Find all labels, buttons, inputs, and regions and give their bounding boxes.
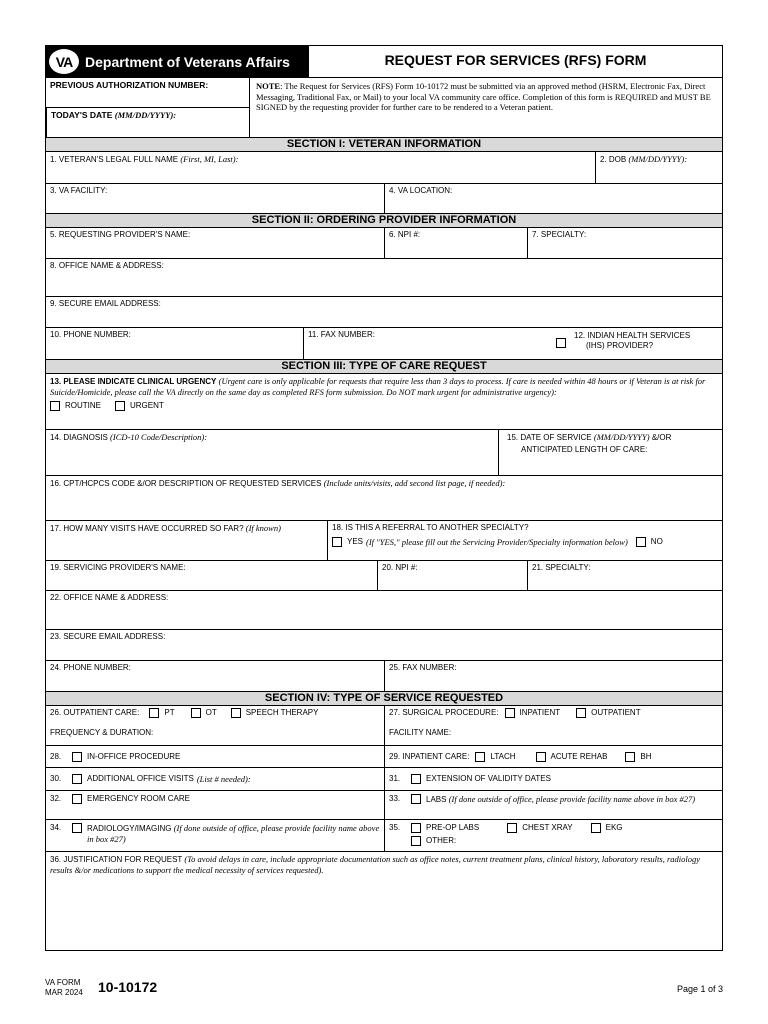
todays-date-format: (MM/DD/YYYY): — [114, 109, 177, 120]
radiology-label: RADIOLOGY/IMAGING — [87, 824, 172, 833]
servicing-specialty-field[interactable] — [527, 561, 722, 590]
section-3-heading: SECTION III: TYPE OF CARE REQUEST — [46, 359, 722, 373]
ot-label: OT — [205, 708, 217, 718]
extension-validity-field — [384, 768, 722, 790]
f28-number: 28. — [50, 751, 62, 761]
date-of-service-hint: (MM/DD/YYYY) — [593, 432, 650, 442]
va-form-label: VA FORM — [45, 978, 81, 987]
radiology-field — [46, 820, 384, 851]
npi-label: 6. NPI #: — [389, 230, 421, 239]
servicing-email-field[interactable] — [46, 630, 722, 660]
servicing-provider-field[interactable] — [46, 561, 377, 590]
va-location-label: 4. VA LOCATION: — [389, 186, 453, 195]
va-logo-bar — [46, 46, 308, 77]
additional-visits-hint: (List # needed): — [196, 773, 251, 784]
specialty-label: 7. SPECIALTY: — [532, 230, 587, 239]
chest-xray-checkbox[interactable] — [507, 823, 517, 833]
preop-labs-label: PRE-OP LABS — [426, 823, 480, 833]
f35-number: 35. — [389, 823, 401, 833]
section-1-heading: SECTION I: VETERAN INFORMATION — [46, 137, 722, 151]
f31-number: 31. — [389, 774, 401, 784]
rfs-form — [45, 45, 723, 951]
note-text: : The Request for Services (RFS) Form 10-10172 must be submitted via an approved method (HSRM, Electronic Fax, Direct Messaging, Traditional Fax, or Mail) to your local VA community care office. Completion of this form is REQUIRED and MUST BE SIGNED by the requesting provider for further care to be rendered to a Veteran patient. — [256, 81, 711, 113]
servicing-office-address-field[interactable] — [46, 591, 722, 629]
pt-checkbox[interactable] — [149, 708, 159, 718]
fax-field[interactable] — [303, 328, 552, 359]
office-address-label: 8. OFFICE NAME & ADDRESS: — [50, 261, 164, 270]
speech-therapy-label: SPEECH THERAPY — [245, 708, 319, 718]
other-label: OTHER: — [426, 836, 457, 846]
date-of-service-suffix: &/OR — [651, 433, 672, 442]
section-2-heading: SECTION II: ORDERING PROVIDER INFORMATION — [46, 213, 722, 227]
date-of-service-label: 15. DATE OF SERVICE — [507, 433, 592, 442]
inpatient-care-label: 29. INPATIENT CARE: — [389, 751, 470, 761]
f30-number: 30. — [50, 774, 62, 784]
additional-visits-label: ADDITIONAL OFFICE VISITS — [87, 774, 194, 784]
routine-checkbox[interactable] — [50, 401, 60, 411]
routine-label: ROUTINE — [65, 401, 101, 411]
office-address-field[interactable] — [46, 259, 722, 296]
surgical-inpatient-label: INPATIENT — [519, 708, 561, 718]
visits-so-far-field[interactable] — [46, 521, 327, 560]
referral-no-label: NO — [650, 536, 663, 546]
veteran-name-hint: (First, MI, Last): — [180, 154, 239, 164]
urgent-checkbox[interactable] — [115, 401, 125, 411]
ekg-label: EKG — [605, 823, 623, 833]
labs-checkbox[interactable] — [411, 794, 421, 804]
surgical-outpatient-label: OUTPATIENT — [591, 708, 641, 718]
other-checkbox[interactable] — [411, 836, 421, 846]
specialty-field[interactable] — [527, 228, 722, 258]
referral-yes-checkbox[interactable] — [332, 537, 342, 547]
referral-yes-label: YES — [347, 536, 364, 546]
referral-specialty-field — [327, 521, 722, 560]
emergency-room-label: EMERGENCY ROOM CARE — [87, 794, 190, 803]
ltach-label: LTACH — [490, 751, 516, 761]
note-box — [249, 78, 722, 137]
form-header — [46, 46, 722, 77]
preop-field — [384, 820, 722, 851]
in-office-procedure-checkbox[interactable] — [72, 752, 82, 762]
additional-visits-field — [46, 768, 384, 790]
section-4-heading: SECTION IV: TYPE OF SERVICE REQUESTED — [46, 691, 722, 705]
phone-field[interactable] — [46, 328, 303, 359]
requesting-provider-field[interactable] — [46, 228, 384, 258]
pt-label: PT — [164, 708, 175, 718]
additional-visits-checkbox[interactable] — [72, 774, 82, 784]
outpatient-care-label: 26. OUTPATIENT CARE: — [50, 708, 140, 718]
servicing-npi-label: 20. NPI #: — [382, 563, 418, 572]
diagnosis-label: 14. DIAGNOSIS — [50, 433, 108, 442]
radiology-hint: (If done outside of office, please provide facility name above in box #27) — [87, 823, 380, 844]
f34-number: 34. — [50, 823, 62, 832]
referral-yes-hint: (If "YES," please fill out the Servicing Provider/Specialty information below) — [366, 536, 628, 547]
servicing-npi-field[interactable] — [377, 561, 527, 590]
preop-labs-checkbox[interactable] — [411, 823, 421, 833]
dob-label: 2. DOB — [600, 155, 627, 164]
referral-label: 18. IS THIS A REFERRAL TO ANOTHER SPECIALTY? — [332, 523, 529, 532]
f33-number: 33. — [389, 794, 401, 803]
emergency-room-checkbox[interactable] — [72, 794, 82, 804]
npi-field[interactable] — [384, 228, 527, 258]
va-location-field[interactable] — [384, 184, 722, 213]
acute-rehab-label: ACUTE REHAB — [550, 751, 608, 761]
justification-label: 36. JUSTIFICATION FOR REQUEST — [50, 855, 183, 864]
form-number: 10-10172 — [98, 979, 158, 995]
prev-auth-field[interactable] — [46, 78, 249, 107]
urgency-label: 13. PLEASE INDICATE CLINICAL URGENCY — [50, 377, 217, 386]
labs-field — [384, 791, 722, 819]
length-of-care-label: ANTICIPATED LENGTH OF CARE: — [521, 444, 648, 454]
prev-auth-label: PREVIOUS AUTHORIZATION NUMBER: — [50, 80, 209, 90]
note-label: NOTE — [256, 81, 281, 91]
speech-therapy-checkbox[interactable] — [231, 708, 241, 718]
department-name: Department of Veterans Affairs — [85, 53, 290, 70]
ihs-label-line1: 12. INDIAN HEALTH SERVICES — [574, 331, 691, 340]
visits-hint: (If known) — [245, 523, 281, 533]
ihs-label-line2: (IHS) PROVIDER? — [586, 340, 654, 350]
cpt-hcpcs-hint: (Include units/visits, add second list page, if needed): — [323, 478, 506, 488]
diagnosis-hint: (ICD-10 Code/Description): — [110, 432, 208, 442]
radiology-checkbox[interactable] — [72, 823, 82, 833]
phone-label: 10. PHONE NUMBER: — [50, 330, 131, 339]
servicing-office-label: 22. OFFICE NAME & ADDRESS: — [50, 593, 169, 602]
cpt-hcpcs-label: 16. CPT/HCPCS CODE &/OR DESCRIPTION OF REQUESTED SERVICES — [50, 479, 322, 488]
inpatient-care-field — [384, 746, 722, 767]
surgical-label: 27. SURGICAL PROCEDURE: — [389, 708, 499, 718]
ltach-checkbox[interactable] — [475, 752, 485, 762]
urgency-hint: (Urgent care is only applicable for requests that require less than 3 days to process. If care is needed within 48 hours or if Veteran is at risk for Suicide/Homicide, please call the VA directly on the same day as completed RFS form submission. Do NOT mark urgent for administrative urgency): — [50, 376, 706, 397]
clinical-urgency-field — [46, 374, 722, 429]
va-facility-label: 3. VA FACILITY: — [50, 186, 108, 195]
extension-validity-label: EXTENSION OF VALIDITY DATES — [426, 774, 551, 784]
extension-validity-checkbox[interactable] — [411, 774, 421, 784]
labs-label: LABS — [426, 795, 447, 804]
va-facility-field[interactable] — [46, 184, 384, 213]
form-footer — [45, 978, 723, 1004]
secure-email-label: 9. SECURE EMAIL ADDRESS: — [50, 299, 161, 308]
justification-hint: (To avoid delays in care, include appropriate documentation such as office notes, current treatment plans, clinical history, laboratory results, radiology results &/or medications to support the medical necessity of services requested). — [50, 854, 701, 875]
servicing-email-label: 23. SECURE EMAIL ADDRESS: — [50, 632, 166, 641]
cpt-hcpcs-field[interactable] — [46, 476, 722, 520]
acute-rehab-checkbox[interactable] — [536, 752, 546, 762]
servicing-fax-field[interactable] — [384, 661, 722, 691]
form-edition — [45, 978, 83, 998]
requesting-provider-label: 5. REQUESTING PROVIDER'S NAME: — [50, 230, 191, 239]
veteran-name-field[interactable] — [46, 152, 595, 183]
ihs-provider-field — [552, 328, 722, 359]
veteran-name-label: 1. VETERAN'S LEGAL FULL NAME — [50, 155, 179, 164]
date-of-service-field[interactable] — [498, 430, 722, 475]
bh-checkbox[interactable] — [625, 752, 635, 762]
secure-email-field[interactable] — [46, 297, 722, 327]
surgical-procedure-field — [384, 706, 722, 745]
emergency-room-field — [46, 791, 384, 819]
ihs-provider-checkbox[interactable] — [556, 338, 566, 348]
diagnosis-field[interactable] — [46, 430, 498, 475]
labs-hint: (If done outside of office, please provide facility name above in box #27) — [448, 794, 696, 804]
bh-label: BH — [640, 751, 652, 761]
frequency-label: FREQUENCY & DURATION: — [50, 728, 154, 737]
todays-date-field[interactable] — [46, 107, 249, 137]
form-title: REQUEST FOR SERVICES (RFS) FORM — [308, 46, 722, 77]
justification-field[interactable] — [46, 852, 722, 950]
ekg-checkbox[interactable] — [591, 823, 601, 833]
form-date: MAR 2024 — [45, 988, 83, 997]
visits-label: 17. HOW MANY VISITS HAVE OCCURRED SO FAR? — [50, 524, 244, 533]
facility-name-label: FACILITY NAME: — [389, 728, 452, 737]
servicing-provider-label: 19. SERVICING PROVIDER'S NAME: — [50, 563, 186, 572]
referral-no-checkbox[interactable] — [636, 537, 646, 547]
ot-checkbox[interactable] — [191, 708, 201, 718]
surgical-inpatient-checkbox[interactable] — [505, 708, 515, 718]
servicing-specialty-label: 21. SPECIALTY: — [532, 563, 591, 572]
chest-xray-label: CHEST XRAY — [522, 823, 573, 833]
servicing-phone-field[interactable] — [46, 661, 384, 691]
surgical-outpatient-checkbox[interactable] — [576, 708, 586, 718]
va-seal-icon: VA — [49, 49, 79, 74]
urgent-label: URGENT — [130, 401, 164, 411]
todays-date-label: TODAY'S DATE — [51, 109, 113, 120]
f32-number: 32. — [50, 794, 62, 803]
servicing-phone-label: 24. PHONE NUMBER: — [50, 663, 131, 672]
page-number: Page 1 of 3 — [676, 984, 723, 994]
in-office-procedure-field — [46, 746, 384, 767]
in-office-procedure-label: IN-OFFICE PROCEDURE — [87, 751, 181, 761]
dob-hint: (MM/DD/YYYY): — [628, 154, 688, 164]
dob-field[interactable] — [595, 152, 722, 183]
fax-label: 11. FAX NUMBER: — [308, 330, 375, 339]
outpatient-care-field — [46, 706, 384, 745]
servicing-fax-label: 25. FAX NUMBER: — [389, 663, 457, 672]
